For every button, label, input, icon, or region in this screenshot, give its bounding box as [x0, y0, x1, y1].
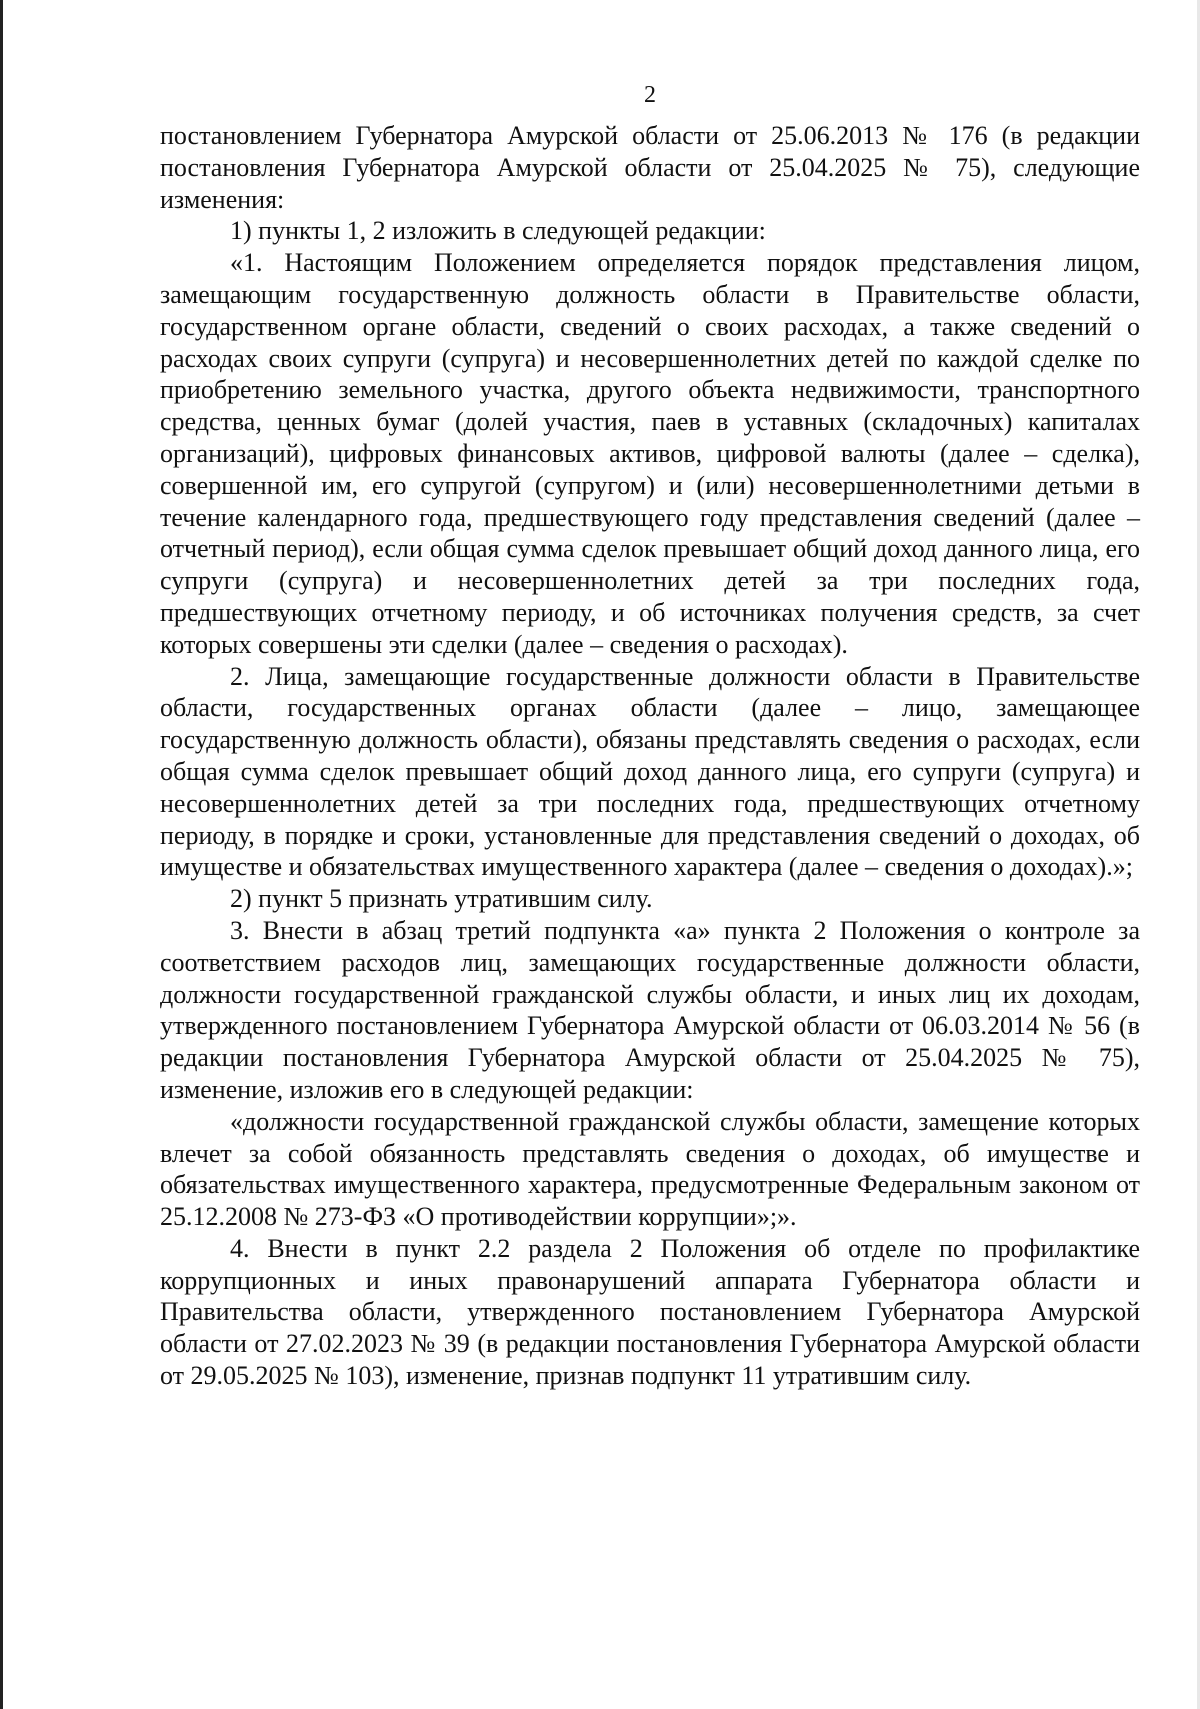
page-number: 2: [644, 82, 656, 108]
document-body: [160, 120, 1140, 1392]
paragraph-point-2: 2. Лица, замещающие государственные должности области в Правительстве области, государственных органах области (далее – лицо, замещающее государственную должность области), обязаны представлять сведения о расходах, если общая сумма сделок превышает общий доход данного лица, его супруги (супруга) и несовершеннолетних детей за три последних года, предшествующих отчетному периоду, в порядке и сроки, установленные для представления сведений о доходах, об имуществе и обязательствах имущественного характера (далее – сведения о доходах).»;: [160, 661, 1140, 882]
paragraph-intro: постановлением Губернатора Амурской области от 25.06.2013 № 176 (в редакции постановления Губернатора Амурской области от 25.04.2025 № 75), следующие изменения:: [160, 121, 1140, 214]
paragraph-section-3-quote: «должности государственной гражданской службы области, замещение которых влечет за собой обязанность представлять сведения о доходах, об имуществе и обязательствах имущественного характера, предусмотренные Федеральным законом от 25.12.2008 № 273-ФЗ «О противодействии коррупции»;».: [160, 1106, 1140, 1232]
paragraph-point-1: «1. Настоящим Положением определяется порядок представления лицом, замещающим государственную должность области в Правительстве области, государственном органе области, сведений о своих расходах, а также сведений о расходах своих супруги (супруга) и несовершеннолетних детей по каждой сделке по приобретению земельного участка, другого объекта недвижимости, транспортного средства, ценных бумаг (долей участия, паев в уставных (складочных) капиталах организаций), цифровых финансовых активов, цифровой валюты (далее – сделка), совершенной им, его супругой (супругом) и (или) несовершеннолетними детьми в течение календарного года, предшествующего году представления сведений (далее – отчетный период), если общая сумма сделок превышает общий доход данного лица, его супруги (супруга) и несовершеннолетних детей за три последних года, предшествующих отчетному периоду, и об источниках получения средств, за счет которых совершены эти сделки (далее – сведения о расходах).: [160, 248, 1140, 659]
paragraph-section-4: 4. Внести в пункт 2.2 раздела 2 Положения об отделе по профилактике коррупционных и иных правонарушений аппарата Губернатора области и Правительства области, утвержденного постановлением Губернатора Амурской области от 27.02.2023 № 39 (в редакции постановления Губернатора Амурской области от 29.05.2025 № 103), изменение, признав подпункт 11 утратившим силу.: [160, 1233, 1140, 1391]
paragraph-item-2: 2) пункт 5 признать утратившим силу.: [230, 884, 653, 914]
scan-edge-left: [0, 0, 3, 1709]
paragraph-section-3: 3. Внести в абзац третий подпункта «а» пункта 2 Положения о контроле за соответствием расходов лиц, замещающих государственные должности области, должности государственной гражданской службы области, и иных лиц их доходам, утвержденного постановлением Губернатора Амурской области от 06.03.2014 № 56 (в редакции постановления Губернатора Амурской области от 25.04.2025 № 75), изменение, изложив его в следующей редакции:: [160, 915, 1140, 1104]
paragraph-item-1: 1) пункты 1, 2 изложить в следующей редакции:: [230, 216, 766, 246]
